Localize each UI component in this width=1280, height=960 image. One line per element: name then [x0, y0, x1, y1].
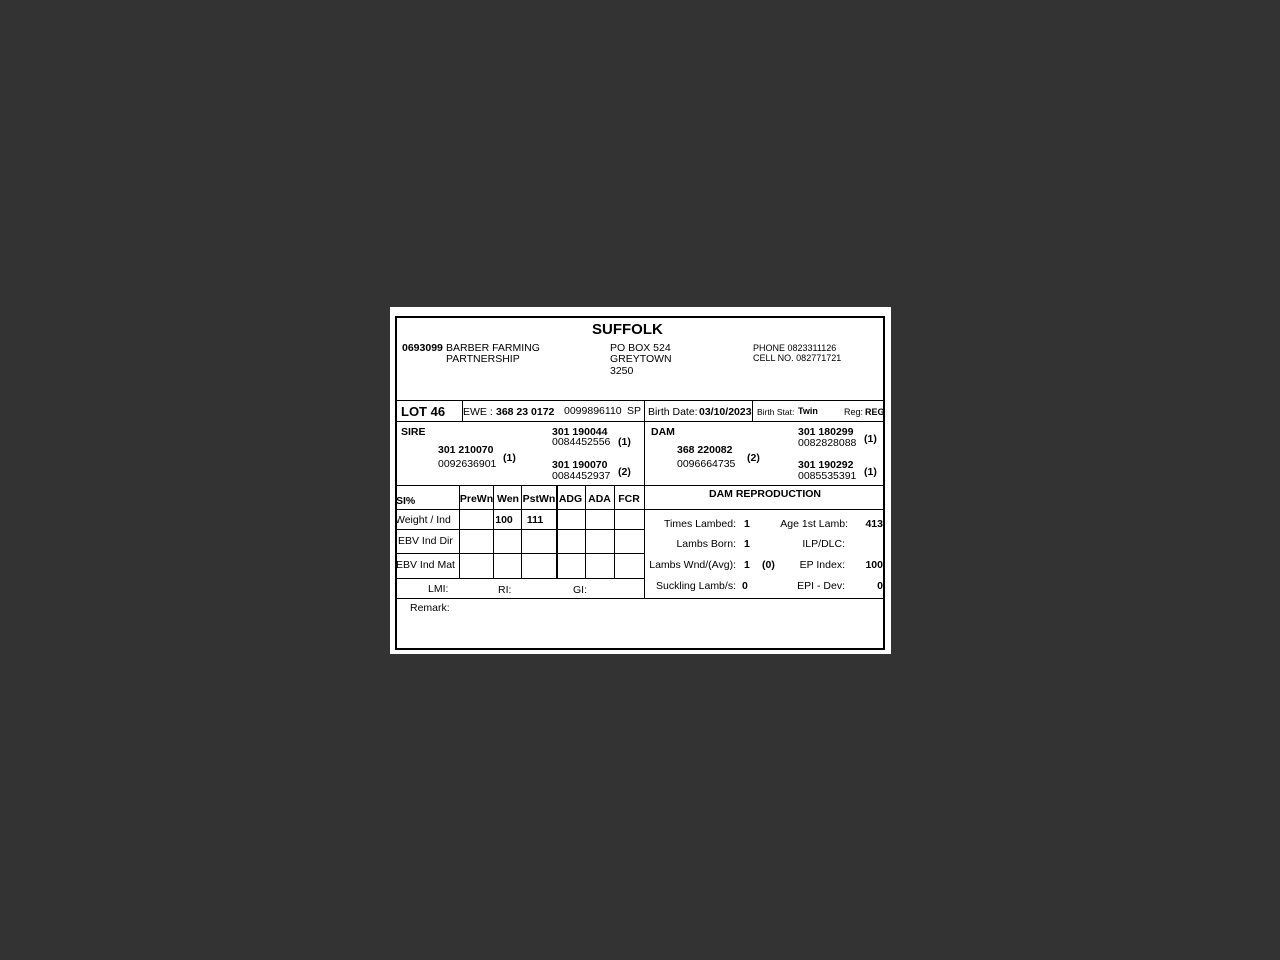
reg-label: Reg: — [844, 407, 864, 417]
owner-name-line1: BARBER FARMING — [446, 342, 540, 354]
owner-address2: GREYTOWN — [610, 353, 672, 365]
ewe-id: 368 23 0172 — [496, 406, 555, 418]
sale-card — [390, 307, 891, 654]
dam-dam-reg: 0085535391 — [798, 470, 857, 482]
dam-offspring: (2) — [747, 452, 760, 464]
ri-label: RI: — [498, 584, 512, 596]
dam-sire-offspring: (1) — [864, 433, 877, 445]
lambs-born-label: Lambs Born: — [676, 538, 736, 550]
suckling-lambs-value: 0 — [742, 580, 748, 592]
birth-date-label: Birth Date: — [648, 406, 698, 418]
dam-label: DAM — [651, 426, 675, 438]
col-adg: ADG — [558, 493, 583, 505]
lambs-weaned-label: Lambs Wnd/(Avg): — [649, 559, 736, 571]
divider-lot — [396, 421, 885, 422]
ewe-label: EWE : — [463, 406, 493, 418]
si-percent-label: SI% — [396, 495, 416, 507]
sire-label: SIRE — [401, 426, 426, 438]
ewe-reg: 0099896110 — [564, 405, 622, 417]
divider-pedigree — [396, 485, 885, 486]
birth-stat: Twin — [798, 406, 818, 416]
owner-phone: PHONE 0823311126 — [753, 343, 837, 353]
breed-title: SUFFOLK — [592, 321, 663, 338]
sire-sire-reg: 0084452556 — [552, 436, 611, 448]
birth-stat-label: Birth Stat: — [757, 407, 795, 417]
times-lambed-value: 1 — [744, 518, 750, 530]
dam-reproduction-title: DAM REPRODUCTION — [709, 488, 821, 500]
sire-sire-offspring: (1) — [618, 436, 631, 448]
row-label-weight: Weight / Ind — [395, 514, 451, 526]
owner-code: 0693099 — [402, 342, 443, 354]
dam-sire-reg: 0082828088 — [798, 437, 857, 449]
divider-remark — [396, 598, 885, 599]
gi-label: GI: — [573, 584, 588, 596]
col-fcr: FCR — [618, 493, 640, 505]
lambs-weaned-value: 1 — [744, 559, 750, 571]
ep-index-value: 100 — [865, 559, 883, 571]
card-frame — [395, 316, 885, 650]
ep-index-label: EP Index: — [799, 559, 845, 571]
ewe-type: SP — [627, 405, 642, 417]
owner-address3: 3250 — [610, 365, 634, 377]
lot-number: LOT 46 — [401, 404, 446, 419]
birth-date: 03/10/2023 — [699, 406, 752, 418]
divider-header — [396, 400, 885, 401]
epi-dev-value: 0 — [877, 580, 883, 592]
dam-reg: 0096664735 — [677, 458, 736, 470]
col-pstwn: PstWn — [522, 493, 556, 505]
row-label-ebv-mat: EBV Ind Mat — [396, 559, 455, 571]
dam-sire-id: 301 180299 — [798, 426, 854, 438]
row-label-ebv-dir: EBV Ind Dir — [398, 535, 453, 547]
owner-name-line2: PARTNERSHIP — [446, 353, 520, 365]
sire-reg: 0092636901 — [438, 458, 497, 470]
sire-dam-reg: 0084452937 — [552, 470, 611, 482]
times-lambed-label: Times Lambed: — [664, 518, 736, 530]
sire-offspring: (1) — [503, 452, 516, 464]
sire-dam-id: 301 190070 — [552, 459, 608, 471]
col-ada: ADA — [588, 493, 611, 505]
suckling-lambs-label: Suckling Lamb/s: — [656, 580, 736, 592]
col-wen: Wen — [497, 493, 519, 505]
lmi-label: LMI: — [428, 583, 449, 595]
col-prewn: PreWn — [459, 493, 494, 505]
sire-dam-offspring: (2) — [618, 466, 631, 478]
epi-dev-label: EPI - Dev: — [797, 580, 845, 592]
owner-address1: PO BOX 524 — [610, 342, 671, 354]
dam-dam-offspring: (1) — [864, 466, 877, 478]
sire-sire-id: 301 190044 — [552, 426, 608, 438]
sire-id: 301 210070 — [438, 444, 494, 456]
remark-label: Remark: — [410, 602, 450, 614]
age-first-lamb-value: 413 — [865, 518, 883, 530]
owner-cell: CELL NO. 082771721 — [753, 353, 842, 363]
cell-weight-wen: 100 — [495, 514, 513, 526]
dam-dam-id: 301 190292 — [798, 459, 854, 471]
reg-status: REG — [865, 407, 885, 417]
cell-weight-pstwn: 111 — [526, 514, 544, 526]
age-first-lamb-label: Age 1st Lamb: — [780, 518, 848, 530]
dam-id: 368 220082 — [677, 444, 733, 456]
lambs-born-value: 1 — [744, 538, 750, 550]
ilp-dlc-label: ILP/DLC: — [802, 538, 845, 550]
lambs-weaned-avg: (0) — [762, 559, 775, 571]
